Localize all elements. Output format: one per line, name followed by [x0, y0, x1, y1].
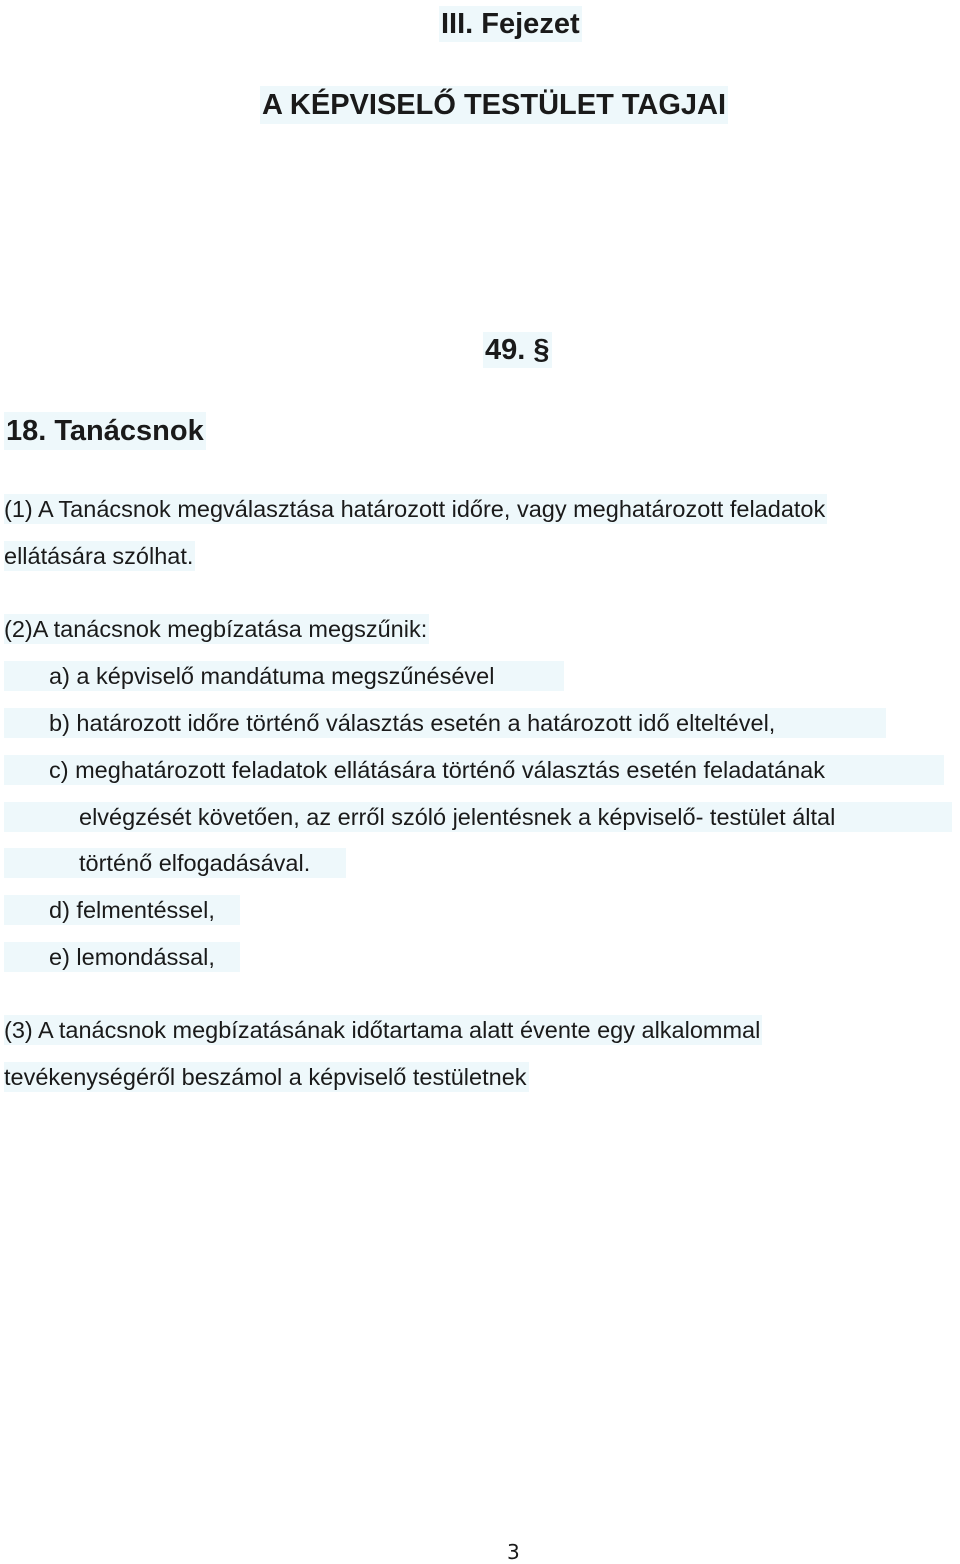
- para2-item-e: e) lemondással,: [49, 944, 215, 970]
- page-number: 3: [507, 1540, 520, 1564]
- para2-item-b: b) határozott időre történő választás esetén a határozott idő elteltével,: [49, 710, 776, 736]
- section-symbol: §: [533, 334, 550, 366]
- chapter-title: III. Fejezet: [441, 8, 580, 40]
- para2-item-c-line3: történő elfogadásával.: [79, 850, 311, 876]
- para3-line2: tevékenységéről beszámol a képviselő testületnek: [4, 1064, 527, 1090]
- para3-line1: (3) A tanácsnok megbízatásának időtartama alatt évente egy alkalommal: [4, 1017, 761, 1043]
- para2-intro: (2)A tanácsnok megbízatása megszűnik:: [4, 616, 428, 642]
- section-number-value: 49.: [485, 334, 526, 366]
- para1-line2: ellátására szólhat.: [4, 543, 194, 569]
- para2-item-a: a) a képviselő mandátuma megszűnésével: [49, 663, 495, 689]
- para2-item-c-line2: elvégzését követően, az erről szóló jelentésnek a képviselő- testület által: [79, 804, 836, 830]
- para2-item-d: d) felmentéssel,: [49, 897, 215, 923]
- para2-item-c-line1: c) meghatározott feladatok ellátására történő választás esetén feladatának: [49, 757, 825, 783]
- section-heading: 18. Tanácsnok: [4, 412, 206, 450]
- para1-line1: (1) A Tanácsnok megválasztása határozott időre, vagy meghatározott feladatok: [4, 496, 826, 522]
- section-number: [483, 332, 552, 368]
- document-title: A KÉPVISELŐ TESTÜLET TAGJAI: [260, 86, 728, 124]
